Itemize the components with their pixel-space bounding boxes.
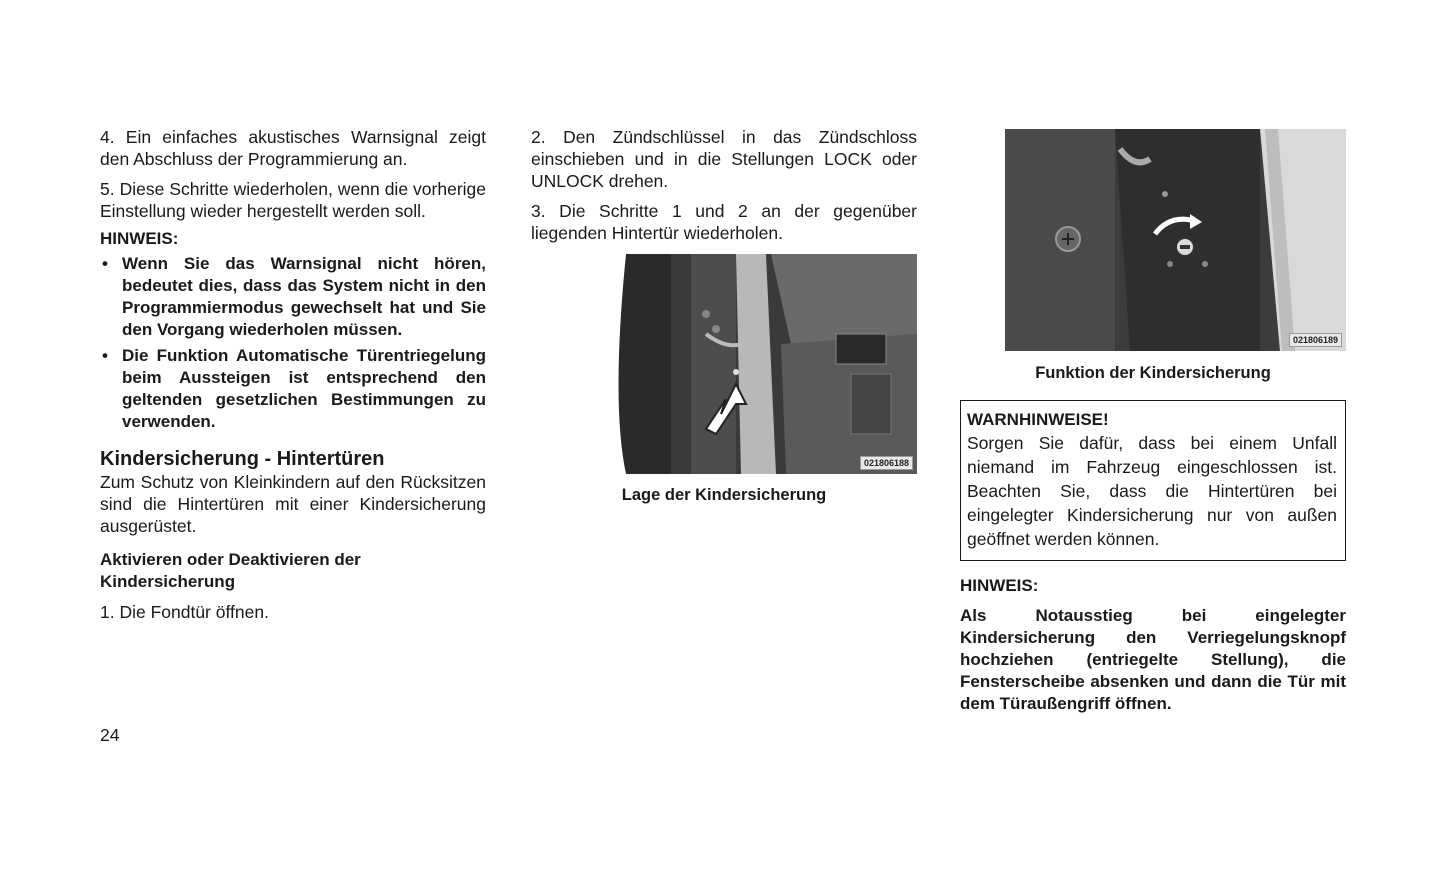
page-number: 24 [100, 725, 120, 745]
note-bullet-text: Die Funktion Automatische Türentriegelung beim Aussteigen ist entsprechend den geltenden gesetzlichen Bestimmungen zu verwenden. [122, 346, 486, 431]
note-bullet [100, 253, 486, 341]
bullet-dot-icon: • [102, 254, 108, 273]
warning-title: WARNHINWEISE! [967, 410, 1109, 429]
step-4-text: 4. Ein einfaches akustisches Warnsignal zeigt den Abschluss der Programmierung an. [100, 127, 486, 169]
step-2-text: 2. Den Zündschlüssel in das Zündschloss einschieben und in die Stellungen LOCK oder UNLOCK drehen. [531, 127, 917, 191]
figure-caption: Lage der Kindersicherung [621, 486, 827, 504]
warning-body: Sorgen Sie dafür, dass bei einem Unfall niemand im Fahrzeug eingeschlossen ist. Beachten Sie, dass die Hintertüren bei eingelegter Kindersicherung nur von außen geöffnet werden können. [967, 433, 1337, 549]
note-bullet [100, 345, 486, 433]
child-lock-location-image [531, 254, 917, 474]
section-title: Kindersicherung - Hintertüren [100, 448, 385, 470]
step-1-text: 1. Die Fondtür öffnen. [100, 602, 269, 622]
hinweis-body: Als Notausstieg bei eingelegter Kindersicherung den Verriegelungsknopf hochziehen (entriegelte Stellung), die Fensterscheibe absenken und dann die Tür mit dem Türaußengriff öffnen. [960, 606, 1346, 713]
hinweis-label: HINWEIS: [960, 576, 1039, 595]
step-5-text: 5. Diese Schritte wiederholen, wenn die vorherige Einstellung wieder hergestellt werden soll. [100, 179, 486, 221]
subheading: Aktivieren oder Deaktivieren der Kindersicherung [100, 550, 361, 591]
warning-box [960, 400, 1346, 561]
note-bullet-text: Wenn Sie das Warnsignal nicht hören, bedeutet dies, dass das System nicht in den Programmiermodus gewechselt hat und Sie den Vorgang wiederholen müssen. [122, 254, 486, 339]
section-body: Zum Schutz von Kleinkindern auf den Rücksitzen sind die Hintertüren mit einer Kindersicherung ausgerüstet. [100, 472, 486, 536]
door-location-illustration [531, 254, 917, 474]
child-lock-function-image [960, 129, 1346, 351]
right-column [960, 129, 1346, 715]
figure-code: 021806188 [860, 456, 913, 470]
figure-caption: Funktion der Kindersicherung [1035, 364, 1271, 382]
left-column [100, 126, 486, 623]
step-3-text: 3. Die Schritte 1 und 2 an der gegenüber liegenden Hintertür wiederholen. [531, 201, 917, 243]
hinweis-label: HINWEIS: [100, 229, 179, 248]
middle-column [531, 126, 917, 506]
child-lock-function-illustration [960, 129, 1346, 351]
note-bullet-list [100, 253, 486, 433]
figure-code: 021806189 [1289, 333, 1342, 347]
bullet-dot-icon: • [102, 346, 108, 365]
